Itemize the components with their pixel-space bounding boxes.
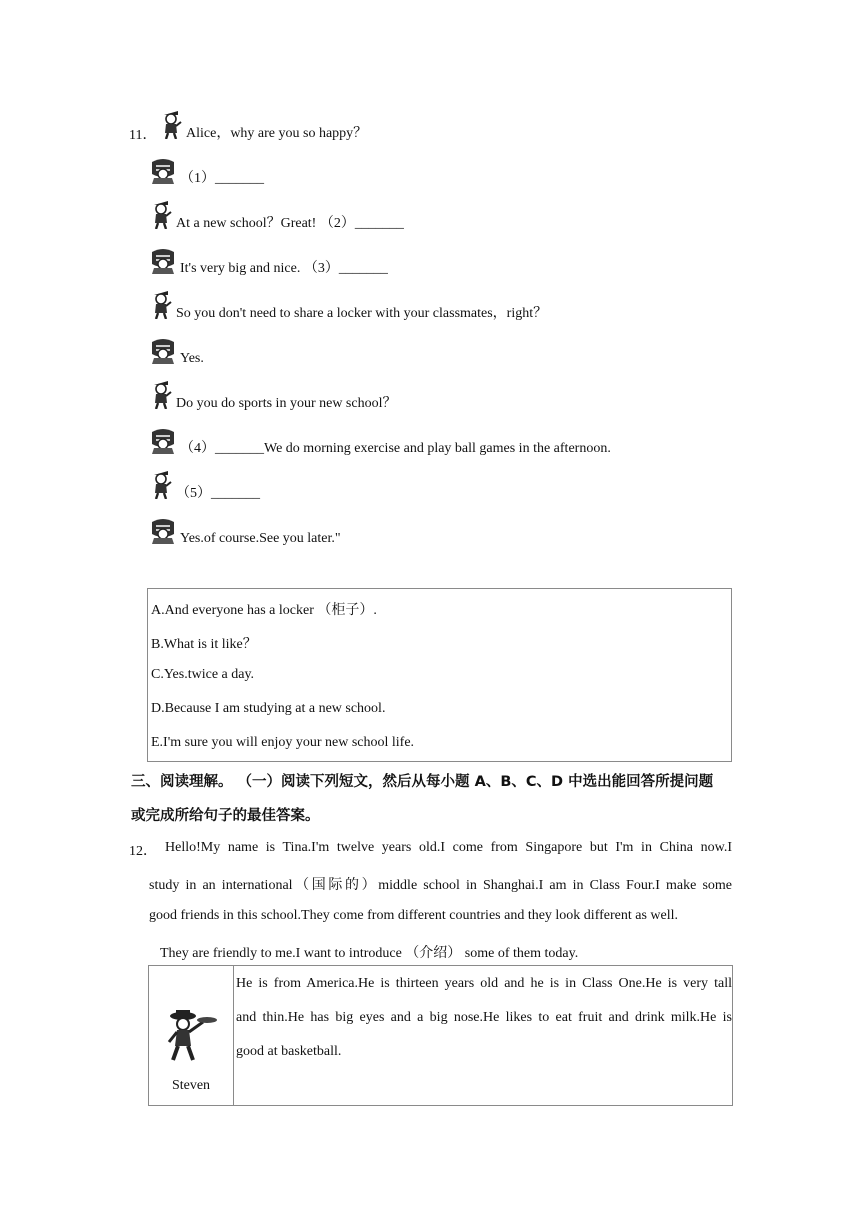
dialogue-text: Do you do sports in your new school？ bbox=[176, 396, 397, 411]
dialogue-line bbox=[150, 335, 204, 369]
dialogue-line bbox=[160, 110, 367, 144]
dialogue-text: At a new school？Great! （2）_______ bbox=[176, 216, 404, 231]
girl-speaker-icon bbox=[150, 518, 176, 549]
dialogue-text: （4）_______We do morning exercise and play ball games in the afternoon. bbox=[180, 441, 611, 456]
dialogue-line bbox=[150, 245, 388, 279]
boy-speaker-icon bbox=[150, 289, 172, 324]
option-b: B.What is it like？ bbox=[151, 637, 257, 652]
dialogue-text: （5）_______ bbox=[176, 486, 260, 501]
option-c: C.Yes.twice a day. bbox=[151, 667, 255, 682]
dialogue-text: It's very big and nice. （3）_______ bbox=[180, 261, 388, 276]
waiter-icon bbox=[163, 1008, 221, 1062]
dialogue-line bbox=[150, 470, 260, 504]
student-description-cell bbox=[234, 966, 733, 1106]
description-line-1: He is from America.He is thirteen years old and he is in Class One.He is very tall bbox=[236, 976, 732, 991]
dialogue-text: Alice，why are you so happy？ bbox=[186, 126, 368, 141]
student-table bbox=[148, 965, 733, 1106]
question-number: 12． bbox=[129, 844, 157, 859]
student-name: Steven bbox=[171, 1078, 211, 1093]
girl-speaker-icon bbox=[150, 338, 176, 369]
passage-line-4: They are friendly to me.I want to introduce （介绍） some of them today. bbox=[160, 946, 579, 961]
passage-line-1: Hello!My name is Tina.I'm twelve years old.I come from Singapore but I'm in China now.I bbox=[165, 840, 732, 855]
description-line-2: and thin.He has big eyes and a big nose.He likes to eat fruit and drink milk.He is bbox=[236, 1010, 732, 1025]
student-photo-cell bbox=[149, 966, 234, 1106]
boy-speaker-icon bbox=[160, 109, 182, 144]
dialogue-line bbox=[150, 155, 264, 189]
dialogue-line bbox=[150, 380, 397, 414]
options-box bbox=[147, 588, 732, 762]
dialogue-text: （1）_______ bbox=[180, 171, 264, 186]
passage-line-3: good friends in this school.They come from different countries and they look different as well. bbox=[149, 908, 679, 923]
option-e: E.I'm sure you will enjoy your new school life. bbox=[151, 735, 415, 750]
question-number: 11． bbox=[129, 128, 157, 143]
boy-speaker-icon bbox=[150, 469, 172, 504]
dialogue-line bbox=[150, 290, 547, 324]
dialogue-line bbox=[150, 515, 341, 549]
section-heading: 三、阅读理解。 （一）阅读下列短文，然后从每小题 A、B、C、D 中选出能回答所提问题 bbox=[131, 774, 714, 790]
option-d: D.Because I am studying at a new school. bbox=[151, 701, 386, 716]
dialogue-text: Yes. bbox=[180, 351, 204, 366]
girl-speaker-icon bbox=[150, 248, 176, 279]
boy-speaker-icon bbox=[150, 379, 172, 414]
dialogue-text: So you don't need to share a locker with your classmates，right？ bbox=[176, 306, 548, 321]
girl-speaker-icon bbox=[150, 428, 176, 459]
girl-speaker-icon bbox=[150, 158, 176, 189]
dialogue-text: Yes.of course.See you later." bbox=[180, 531, 341, 546]
boy-speaker-icon bbox=[150, 199, 172, 234]
option-a: A.And everyone has a locker （柜子）. bbox=[151, 603, 377, 618]
dialogue-line bbox=[150, 425, 611, 459]
description-line-3: good at basketball. bbox=[236, 1044, 342, 1059]
section-heading-cont: 或完成所给句子的最佳答案。 bbox=[131, 808, 320, 824]
passage-line-2: study in an international（国际的）middle school in Shanghai.I am in Class Four.I make some bbox=[149, 878, 732, 893]
dialogue-line bbox=[150, 200, 404, 234]
